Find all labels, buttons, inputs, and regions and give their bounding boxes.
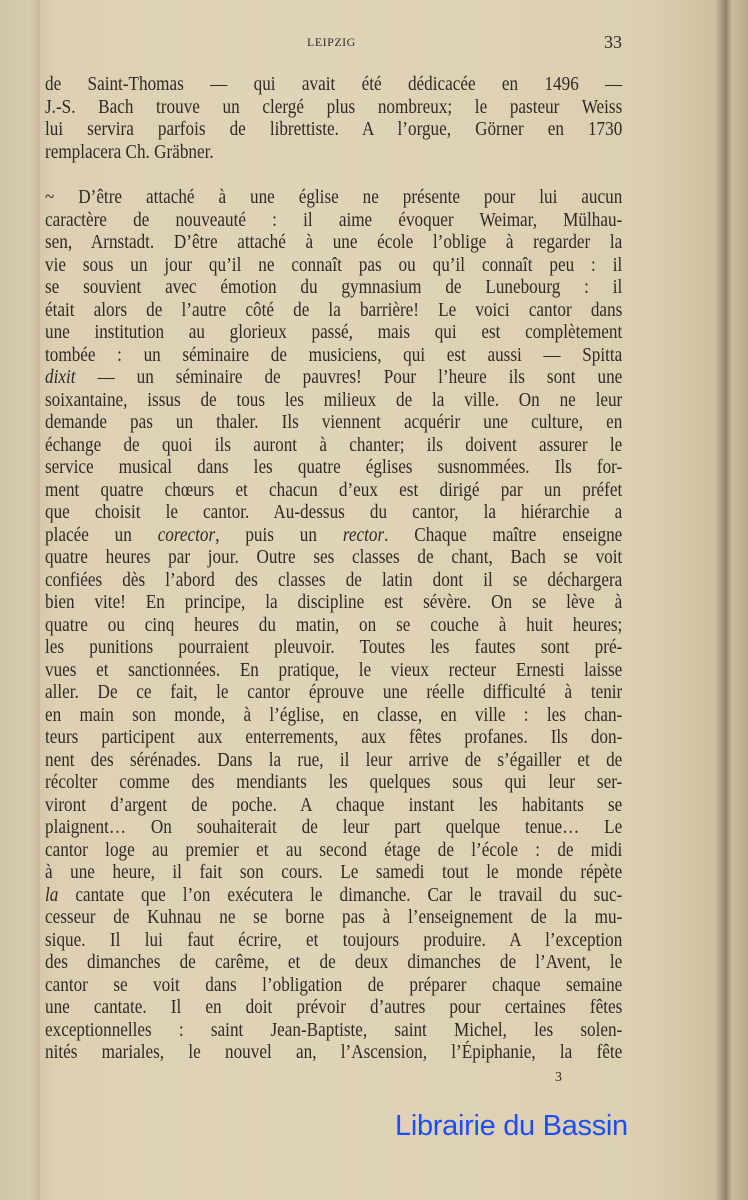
text-line <box>45 705 622 728</box>
text-line <box>45 1042 622 1065</box>
text-segment: service musical dans les quatre églises susnommées. Ils for- <box>45 457 623 478</box>
text-segment: soixantaine, issus de tous les milieux de la ville. On ne leur <box>45 389 623 411</box>
text-line <box>45 277 622 300</box>
text-line <box>45 142 622 165</box>
paragraph <box>45 187 622 1065</box>
text-line <box>45 592 622 615</box>
text-segment: des dimanches de carême, et de deux dimanches de l’Avent, le <box>45 952 623 973</box>
text-segment: vues et sanctionnées. En pratique, le vieux recteur Ernesti laisse <box>45 659 623 681</box>
text-segment: ~ D’être attaché à une église ne présente pour lui aucun <box>45 187 623 208</box>
text-line <box>45 187 622 210</box>
italic-text: rector <box>342 524 385 546</box>
text-line <box>45 660 622 683</box>
text-segment: une institution au glorieux passé, mais qui est complètement <box>45 322 623 343</box>
text-segment: , puis un <box>215 524 343 546</box>
text-line <box>45 412 622 435</box>
text-line <box>45 840 622 863</box>
text-line <box>45 750 622 773</box>
text-line <box>45 390 622 413</box>
text-line <box>45 952 622 975</box>
page-header <box>45 32 622 54</box>
text-segment: tombée : un séminaire de musiciens, qui est aussi — Spitta <box>45 344 623 366</box>
text-line <box>45 772 622 795</box>
text-line <box>45 1020 622 1043</box>
text-line <box>45 232 622 255</box>
paragraph <box>45 74 622 164</box>
text-line <box>45 345 622 368</box>
text-segment: les punitions pourraient pleuvoir. Toutes les fautes sont pré- <box>45 637 623 658</box>
text-segment: confiées dès l’abord des classes de latin dont il se déchargera <box>45 569 623 591</box>
text-segment: nent des sérénades. Dans la rue, il leur arrive de s’égailler et de <box>45 749 623 771</box>
text-line <box>45 255 622 278</box>
text-segment: caractère de nouveauté : il aime évoquer Weimar, Mülhau- <box>45 209 623 231</box>
text-line <box>45 975 622 998</box>
text-line <box>45 795 622 818</box>
text-segment: bien vite! En principe, la discipline est sévère. On se lève à <box>45 592 623 613</box>
text-segment: quatre ou cinq heures du matin, on se couche à huit heures; <box>45 614 623 636</box>
italic-text: dixit <box>45 367 76 388</box>
text-segment: une cantate. Il en doit prévoir d’autres pour certaines fêtes <box>45 997 623 1018</box>
running-title: LEIPZIG <box>307 35 356 49</box>
text-segment: placée un <box>45 524 158 546</box>
body-text <box>45 74 622 1065</box>
text-segment: sen, Arnstadt. D’être attaché à une école l’oblige à regarder la <box>45 232 623 253</box>
text-line <box>45 637 622 660</box>
text-segment: ment quatre chœurs et chacun d’eux est dirigé par un préfet <box>45 479 623 501</box>
text-line <box>45 322 622 345</box>
text-line <box>45 727 622 750</box>
text-segment: demande pas un thaler. Ils viennent acquérir une culture, en <box>45 412 623 433</box>
text-line <box>45 74 622 97</box>
text-line <box>45 930 622 953</box>
text-segment: cesseur de Kuhnau ne se borne pas à l’enseignement de la mu- <box>45 907 623 928</box>
text-segment: sique. Il lui faut écrire, et toujours produire. A l’exception <box>45 929 623 951</box>
italic-text: corector <box>157 524 216 546</box>
text-line <box>45 457 622 480</box>
text-line <box>45 547 622 570</box>
text-line <box>45 997 622 1020</box>
text-segment: nités mariales, le nouvel an, l’Ascension, l’Épiphanie, la fête <box>45 1042 623 1063</box>
text-line <box>45 570 622 593</box>
text-segment: que choisit le cantor. Au-dessus du cantor, la hiérarchie a <box>45 502 623 523</box>
text-segment: récolter comme des mendiants les quelques sous qui leur ser- <box>45 772 623 793</box>
text-line <box>45 615 622 638</box>
text-segment: — un séminaire de pauvres! Pour l’heure ils sont une <box>75 367 623 388</box>
text-segment: en main son monde, à l’église, en classe, en ville : les chan- <box>45 704 623 726</box>
text-line <box>45 682 622 705</box>
text-line <box>45 300 622 323</box>
italic-text: la <box>45 884 59 906</box>
text-segment: lui servira parfois de librettiste. A l’orgue, Görner en 1730 <box>45 119 623 140</box>
text-segment: aller. De ce fait, le cantor éprouve une réelle difficulté à tenir <box>45 682 623 703</box>
watermark: Librairie du Bassin <box>395 1110 628 1142</box>
text-line <box>45 97 622 120</box>
paragraph-gap <box>45 164 622 187</box>
text-line <box>45 502 622 525</box>
text-line <box>45 817 622 840</box>
text-segment: cantor loge au premier et au second étage de l’école : de midi <box>45 839 623 861</box>
text-segment: échange de quoi ils auront à chanter; ils doivent assurer le <box>45 434 623 456</box>
text-segment: se souvient avec émotion du gymnasium de Lunebourg : il <box>45 277 623 298</box>
text-segment: J.-S. Bach trouve un clergé plus nombreux; le pasteur Weiss <box>45 96 623 118</box>
text-segment: quatre heures par jour. Outre ses classes de chant, Bach se voit <box>45 547 623 568</box>
text-segment: à une heure, il fait son cours. Le samedi tout le monde répète <box>45 862 623 883</box>
text-segment: cantate que l’on exécutera le dimanche. Car le travail du suc- <box>58 884 623 906</box>
adjacent-page-edge <box>0 0 40 1200</box>
text-segment: exceptionnelles : saint Jean-Baptiste, saint Michel, les solen- <box>45 1019 623 1041</box>
text-segment: viront d’argent de poche. A chaque instant les habitants se <box>45 794 623 816</box>
text-line <box>45 885 622 908</box>
text-segment: de Saint-Thomas — qui avait été dédicacée en 1496 — <box>45 74 623 95</box>
signature-mark: 3 <box>555 1070 562 1085</box>
text-segment: remplacera Ch. Gräbner. <box>45 141 214 163</box>
text-segment: . Chaque maître enseigne <box>384 524 623 546</box>
text-line <box>45 480 622 503</box>
text-line <box>45 525 622 548</box>
page-number: 33 <box>604 32 622 52</box>
text-line <box>45 119 622 142</box>
text-segment: teurs participent aux enterrements, aux fêtes profanes. Ils don- <box>45 727 623 748</box>
text-segment: cantor se voit dans l’obligation de préparer chaque semaine <box>45 974 623 996</box>
text-line <box>45 367 622 390</box>
text-line <box>45 907 622 930</box>
text-line <box>45 862 622 885</box>
text-segment: plaignent… On souhaiterait de leur part quelque tenue… Le <box>45 817 623 838</box>
text-segment: vie sous un jour qu’il ne connaît pas ou qu’il connaît peu : il <box>45 254 623 276</box>
text-line <box>45 435 622 458</box>
text-line <box>45 210 622 233</box>
text-segment: était alors de l’autre côté de la barrière! Le voici cantor dans <box>45 299 623 321</box>
